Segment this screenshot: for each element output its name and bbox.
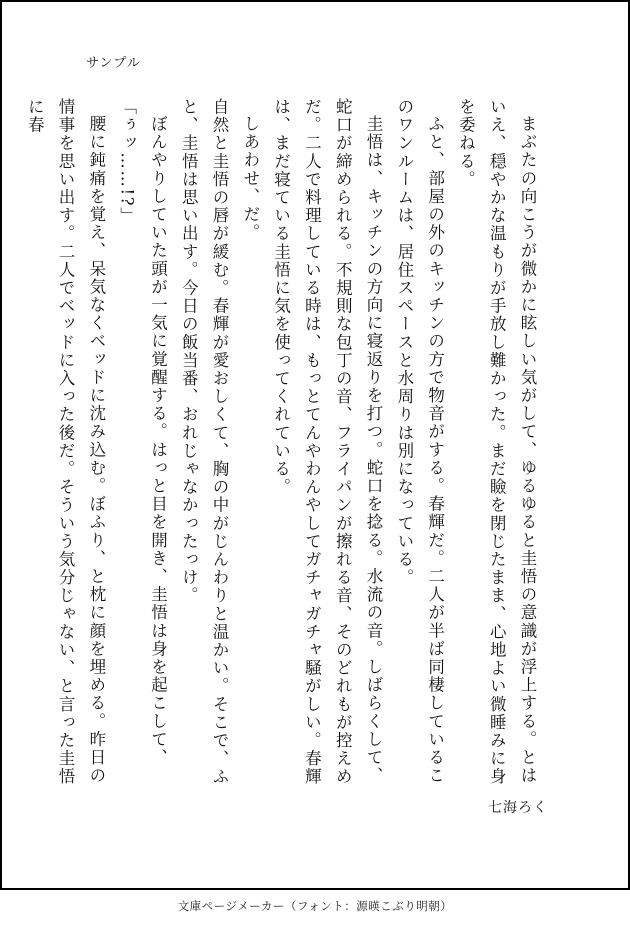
paragraph: 圭悟は、キッチンの方向に寝返りを打つ。蛇口を捻る。水流の音。しばらくして、蛇口が締められる。不規則な包丁の音、フライパンが擦れる音、そのどれもが控えめだ。二人で料理している時は、もっとてんやわんやしてガチャガチャ騒がしい。春輝は、まだ寝ている圭悟に気を使ってくれている。 <box>271 98 384 786</box>
paragraph: 腰に鈍痛を覚え、呆気なくベッドに沈み込む。ぼふり、と枕に顔を埋める。昨日の情事を思い出す。二人でベッドに入った後だ。そういう気分じゃない、と言った圭悟に春 <box>25 98 106 786</box>
header-label: サンプル <box>86 56 141 71</box>
footer-credit: 文庫ページメーカー（フォント：源暎こぶり明朝） <box>177 899 453 913</box>
paragraph: しあわせ、だ。 <box>240 114 260 242</box>
paragraph: 自然と圭悟の唇が緩む。春輝が愛おしくて、胸の中がじんわりと温かい。そこで、ふと、圭悟は思い出す。今日の飯当番、おれじゃなかったっけ。 <box>179 98 230 786</box>
author-name: 七海ろく <box>488 800 548 816</box>
paragraph: まぶたの向こうが微かに眩しい気がして、ゆるゆると圭悟の意識が浮上する。とはいえ、穏やかな温もりが手放し難かった。まだ瞼を閉じたまま、心地よい微睡みに身を委ねる。 <box>456 98 537 786</box>
body-text <box>25 98 542 798</box>
dialogue-line: 「ぅッ……!?」 <box>117 98 137 226</box>
paragraph: ふと、部屋の外のキッチンの方で物音がする。春輝だ。二人が半ば同棲しているこのワンルームは、居住スペースと水周りは別になっている。 <box>394 98 445 785</box>
paragraph: ぼんやりしていた頭が一気に覚醒する。はっと目を開き、圭悟は身を起こして、 <box>148 114 168 767</box>
